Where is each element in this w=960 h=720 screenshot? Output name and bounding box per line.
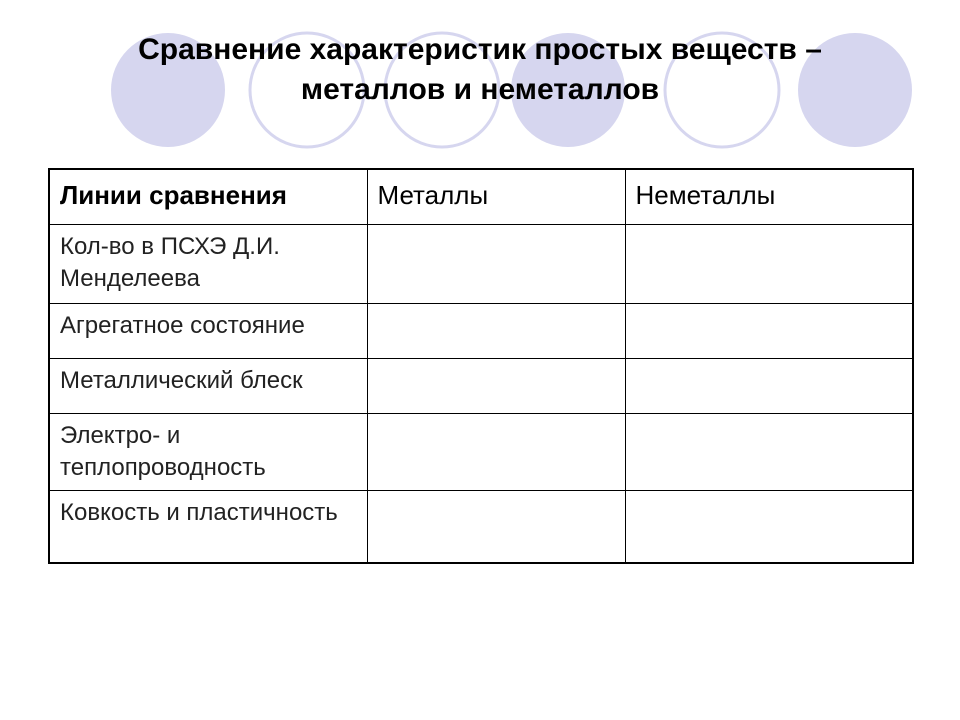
- row-label: Электро- и теплопроводность: [49, 413, 367, 490]
- row-label: Агрегатное состояние: [49, 303, 367, 358]
- table-row: [49, 490, 913, 563]
- comparison-table: [48, 168, 914, 564]
- slide-title-line-2: металлов и неметаллов: [300, 73, 660, 106]
- header-nonmetals: Неметаллы: [625, 169, 913, 224]
- cell-nonmetals[interactable]: [625, 303, 913, 358]
- cell-nonmetals[interactable]: [625, 413, 913, 490]
- header-comparison-lines: Линии сравнения: [49, 169, 367, 224]
- cell-metals[interactable]: [367, 224, 625, 303]
- slide-title-line-1: Сравнение характеристик простых веществ –: [138, 33, 822, 66]
- cell-metals[interactable]: [367, 303, 625, 358]
- slide-title: [60, 30, 900, 110]
- row-label: Ковкость и пластичность: [49, 490, 367, 563]
- cell-nonmetals[interactable]: [625, 224, 913, 303]
- cell-metals[interactable]: [367, 490, 625, 563]
- row-label: Металлический блеск: [49, 358, 367, 413]
- cell-nonmetals[interactable]: [625, 358, 913, 413]
- table-row: [49, 413, 913, 490]
- table-row: [49, 224, 913, 303]
- table-row: [49, 358, 913, 413]
- cell-nonmetals[interactable]: [625, 490, 913, 563]
- cell-metals[interactable]: [367, 413, 625, 490]
- header-metals: Металлы: [367, 169, 625, 224]
- row-label: Кол-во в ПСХЭ Д.И. Менделеева: [49, 224, 367, 303]
- table-row: [49, 303, 913, 358]
- table-header-row: [49, 169, 913, 224]
- cell-metals[interactable]: [367, 358, 625, 413]
